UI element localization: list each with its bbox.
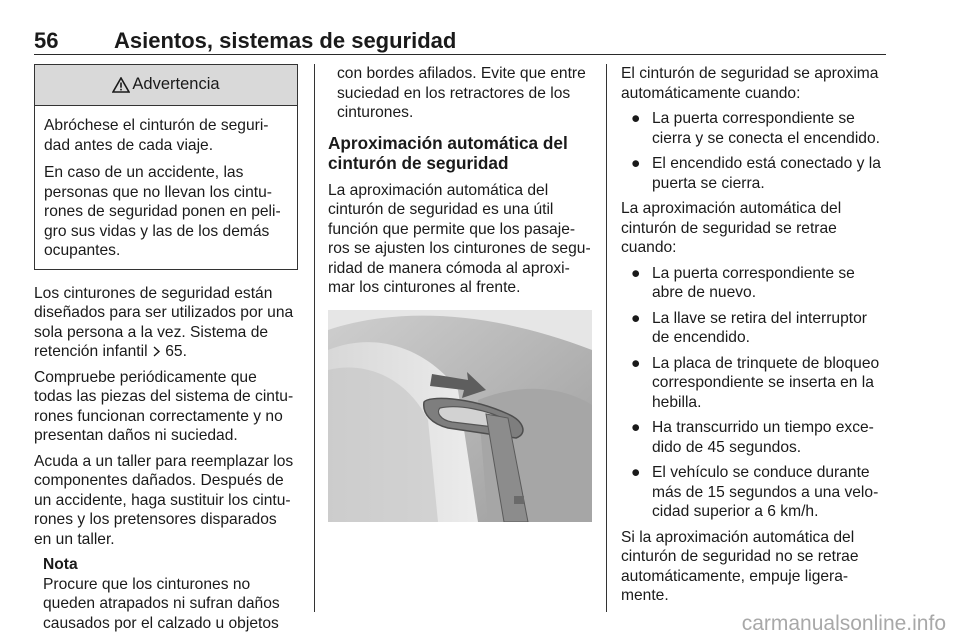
warning-header (35, 65, 297, 106)
bullet: ● (631, 464, 641, 481)
column-2 (328, 64, 592, 522)
watermark: carmanualsonline.info (741, 612, 946, 635)
section-heading: Aproximación automática del cinturón de seguridad (328, 132, 568, 173)
bullet: ● (631, 110, 641, 127)
list-item-text: La puerta correspondiente se cierra y se conecta el encendido. (652, 110, 880, 147)
paragraph: El cinturón de seguridad se aproxima automáticamente cuando: (621, 65, 879, 102)
page-title: Asientos, sistemas de seguridad (114, 28, 457, 53)
seatbelt-illustration (328, 310, 592, 522)
seatbelt-presenter-figure (328, 310, 592, 522)
page-header (34, 24, 886, 55)
list-item-text: El vehículo se conduce durante más de 15 segundos a una velo-cidad superior a 6 km/h. (652, 464, 879, 520)
paragraph-text: Los cinturones de seguridad están diseñados para ser utilizados por una sola persona a la vez. Sistema de retención infantil (34, 284, 294, 360)
list-item (621, 309, 887, 348)
list-item-text: La llave se retira del interruptor de encendido. (652, 309, 867, 346)
warning-icon (112, 77, 130, 93)
condition-list-approach (621, 109, 887, 193)
paragraph: Acuda a un taller para reemplazar los componentes dañados. Después de un accidente, haga sustituir los cintu-rones y los pretensores disparados en un taller. (34, 452, 294, 548)
warning-paragraph: Abróchese el cinturón de seguri-dad antes de cada viaje. (44, 117, 269, 154)
column-1 (34, 64, 298, 633)
list-item-text: La placa de trinquete de bloqueo correspondiente se inserta en la hebilla. (652, 354, 880, 411)
list-item-text: El encendido está conectado y la puerta se cierra. (652, 155, 881, 192)
warning-body (35, 106, 297, 269)
warning-box (34, 64, 298, 270)
warning-paragraph: En caso de un accidente, las personas que no llevan los cintu-rones de seguridad ponen en peli-gro sus vidas y las de los demás ocupantes. (44, 164, 281, 259)
page-ref-link[interactable]: 65. (165, 343, 187, 360)
bullet: ● (631, 155, 641, 172)
paragraph: La aproximación automática del cinturón de seguridad se retrae cuando: (621, 200, 842, 256)
list-item-text: Ha transcurrido un tiempo exce-dido de 45 segundos. (652, 419, 874, 456)
list-item (621, 264, 887, 303)
list-item-text: La puerta correspondiente se abre de nuevo. (652, 264, 855, 301)
page-ref-arrow-icon[interactable] (152, 346, 161, 357)
page-number: 56 (34, 28, 59, 53)
list-item (621, 154, 887, 193)
paragraph (34, 284, 298, 362)
bullet: ● (631, 354, 641, 372)
column-divider-2 (606, 64, 607, 612)
column-3 (621, 64, 887, 612)
bullet: ● (631, 419, 641, 436)
list-item (621, 354, 887, 413)
warning-title: Advertencia (132, 75, 220, 94)
note (43, 555, 298, 633)
note-text: Procure que los cinturones no queden atrapados ni sufran daños causados por el calzado u objetos (43, 575, 280, 632)
paragraph: La aproximación automática del cinturón de seguridad es una útil función que permite que los pasaje-ros se ajusten los cinturones de segu-ridad de manera cómoda al aproxi-mar los cinturones al frente. (328, 181, 591, 296)
note-continuation: con bordes afilados. Evite que entre suciedad en los retractores de los cinturones. (337, 65, 586, 121)
bullet: ● (631, 264, 641, 282)
paragraph: Si la aproximación automática del cinturón de seguridad no se retrae automáticamente, empuje ligera-mente. (621, 528, 859, 604)
list-item (621, 418, 887, 457)
note-title: Nota (43, 556, 78, 573)
column-divider-1 (314, 64, 315, 612)
condition-list-retract (621, 264, 887, 522)
paragraph: Compruebe periódicamente que todas las piezas del sistema de cintu-rones funcionan correctamente y no presentan daños ni suciedad. (34, 368, 294, 444)
bullet: ● (631, 309, 641, 327)
list-item (621, 463, 887, 522)
list-item (621, 109, 887, 148)
